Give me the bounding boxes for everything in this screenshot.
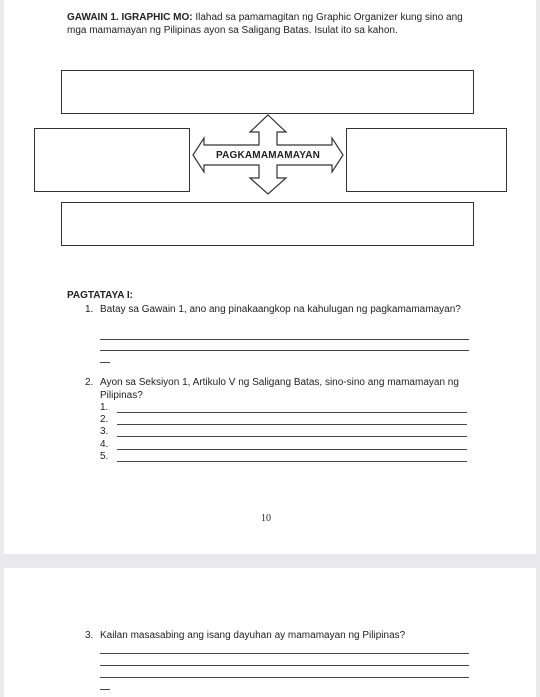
q2-item-number: 3. — [100, 426, 109, 437]
q1-answer-line[interactable] — [100, 339, 469, 340]
worksheet-page-2 — [4, 568, 536, 697]
q2-answer-line[interactable] — [117, 461, 467, 462]
answer-box-bottom[interactable] — [61, 202, 474, 246]
q3-answer-line[interactable] — [100, 653, 469, 654]
activity-heading: GAWAIN 1. IGRAPHIC MO: — [67, 12, 193, 23]
q2-item-number: 4. — [100, 439, 109, 450]
q2-text: Ayon sa Seksiyon 1, Artikulo V ng Saligang Batas, sino-sino ang mamamayan ng Pilipinas? — [100, 377, 459, 401]
q2-item-number: 1. — [100, 402, 109, 413]
q2-answer-line[interactable] — [117, 449, 467, 450]
q2-answer-line[interactable] — [117, 412, 467, 413]
activity-instructions — [67, 12, 482, 37]
q1-answer-line[interactable] — [100, 350, 469, 351]
q2-answer-line[interactable] — [117, 424, 467, 425]
answer-box-top[interactable] — [61, 70, 474, 114]
organizer-center-label: PAGKAMAMAMAYAN — [215, 150, 321, 161]
q2-item-number: 5. — [100, 451, 109, 462]
worksheet-page-1 — [4, 0, 536, 554]
q2-item-number: 2. — [100, 414, 109, 425]
q3-answer-line[interactable] — [100, 677, 469, 678]
q3-text: Kailan masasabing ang isang dayuhan ay mamamayan ng Pilipinas? — [100, 630, 406, 641]
q1-answer-line[interactable] — [100, 362, 110, 363]
q1-text: Batay sa Gawain 1, ano ang pinakaangkop na kahulugan ng pagkamamamayan? — [100, 304, 461, 315]
answer-box-right[interactable] — [346, 128, 507, 192]
q3-answer-line[interactable] — [100, 689, 110, 690]
q3-answer-line[interactable] — [100, 665, 469, 666]
q1-number: 1. — [85, 304, 94, 315]
q3-number: 3. — [85, 630, 94, 641]
activity-instruction-text: Ilahad sa pamamagitan ng Graphic Organizer kung sino ang mga mamamayan ng Pilipinas ayon sa Saligang Batas. Isulat ito sa kahon. — [67, 12, 463, 36]
q2-answer-line[interactable] — [117, 436, 467, 437]
q2-number: 2. — [85, 377, 94, 388]
page-number: 10 — [261, 513, 271, 524]
assessment-heading: PAGTATAYA I: — [67, 290, 133, 301]
answer-box-left[interactable] — [34, 128, 190, 192]
